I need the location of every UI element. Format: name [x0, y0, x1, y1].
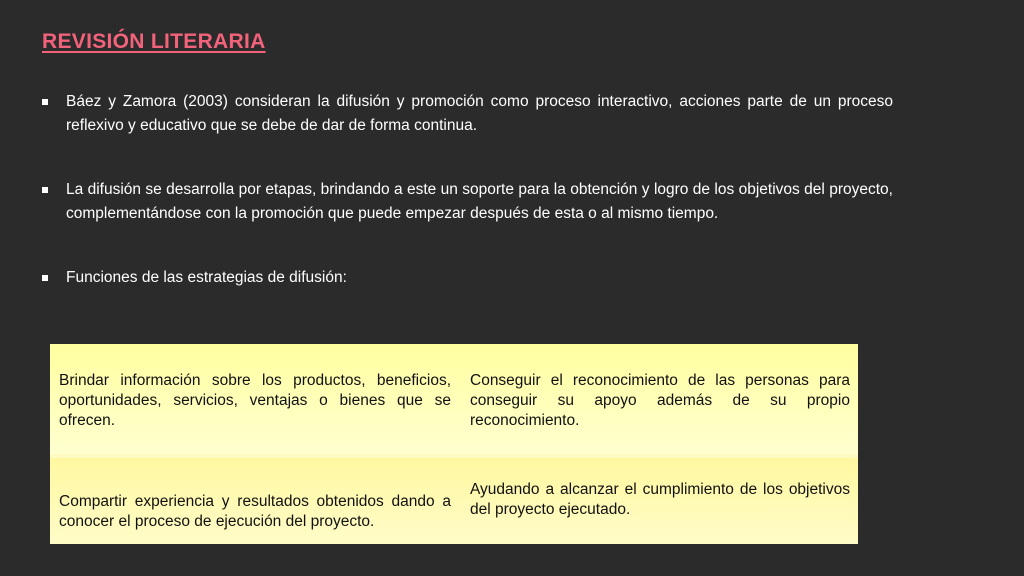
bullet-item — [40, 266, 893, 290]
table-cell — [50, 454, 459, 544]
cell-text: Conseguir el reconocimiento de las personas para conseguir su apoyo además de su propio reconocimiento. — [470, 372, 850, 429]
bullet-list — [40, 90, 893, 290]
table-cell — [459, 454, 858, 544]
bullet-item — [40, 178, 893, 226]
bullet-text: Báez y Zamora (2003) consideran la difusión y promoción como proceso interactivo, acciones parte de un proceso reflexivo y educativo que se debe de dar de forma continua. — [66, 93, 893, 134]
bullet-text: La difusión se desarrolla por etapas, brindando a este un soporte para la obtención y logro de los objetivos del proyecto, complementándose con la promoción que puede empezar después de esta o al mismo tiempo. — [66, 181, 893, 222]
square-bullet-icon — [42, 99, 48, 105]
bullet-text: Funciones de las estrategias de difusión: — [66, 269, 347, 286]
square-bullet-icon — [42, 275, 48, 281]
table-cell — [459, 344, 858, 454]
bullet-item — [40, 90, 893, 138]
slide-title: REVISIÓN LITERARIA — [42, 30, 266, 53]
square-bullet-icon — [42, 187, 48, 193]
functions-table — [50, 344, 858, 544]
cell-text: Compartir experiencia y resultados obtenidos dando a conocer el proceso de ejecución del proyecto. — [59, 493, 451, 530]
cell-text: Brindar información sobre los productos, beneficios, oportunidades, servicios, ventajas o bienes que se ofrecen. — [59, 372, 451, 429]
table-cell — [50, 344, 459, 454]
cell-text: Ayudando a alcanzar el cumplimiento de los objetivos del proyecto ejecutado. — [470, 481, 850, 518]
